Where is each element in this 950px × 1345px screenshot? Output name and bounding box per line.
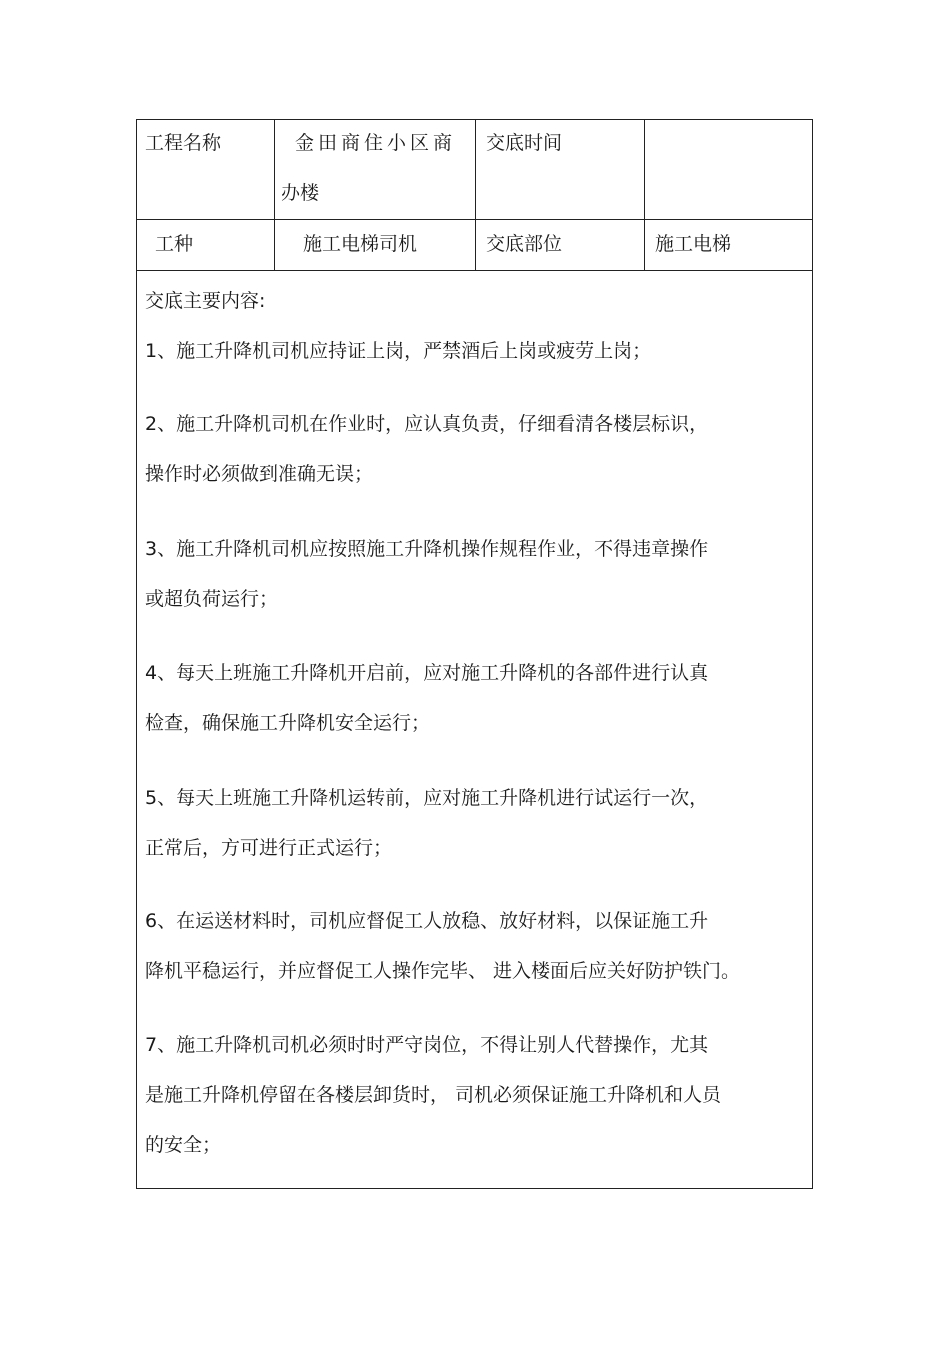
item-7-line-2: 是施工升降机停留在各楼层卸货时， 司机必须保证施工升降机和人员 bbox=[145, 1084, 722, 1106]
row-divider-2 bbox=[137, 270, 812, 271]
item-3-line-2: 或超负荷运行； bbox=[145, 588, 279, 610]
item-4-line-2: 检查，确保施工升降机安全运行； bbox=[145, 712, 431, 734]
item-3-line-1: 3、施工升降机司机应按照施工升降机操作规程作业，不得违章操作 bbox=[145, 538, 709, 560]
col-divider-3 bbox=[644, 120, 645, 270]
content-heading: 交底主要内容: bbox=[145, 290, 266, 312]
trade-value: 施工电梯司机 bbox=[303, 233, 418, 255]
item-6-line-2: 降机平稳运行，并应督促工人操作完毕、 进入楼面后应关好防护铁门。 bbox=[145, 960, 741, 982]
project-name-value-line2: 办楼 bbox=[281, 182, 320, 204]
handover-location-label: 交底部位 bbox=[486, 233, 563, 255]
project-name-label: 工程名称 bbox=[145, 132, 222, 154]
item-7-line-1: 7、施工升降机司机必须时时严守岗位，不得让别人代替操作，尤其 bbox=[145, 1034, 709, 1056]
handover-table bbox=[136, 119, 813, 1189]
col-divider-2 bbox=[475, 120, 476, 270]
handover-location-value: 施工电梯 bbox=[655, 233, 732, 255]
item-2-line-1: 2、施工升降机司机在作业时，应认真负责，仔细看清各楼层标识， bbox=[145, 413, 709, 435]
item-6-line-1: 6、在运送材料时，司机应督促工人放稳、放好材料，以保证施工升 bbox=[145, 910, 709, 932]
handover-time-label: 交底时间 bbox=[486, 132, 563, 154]
project-name-value-line1: 金田商住小区商 bbox=[295, 132, 457, 154]
item-1-line-1: 1、施工升降机司机应持证上岗，严禁酒后上岗或疲劳上岗； bbox=[145, 340, 652, 362]
item-5-line-1: 5、每天上班施工升降机运转前，应对施工升降机进行试运行一次， bbox=[145, 787, 709, 809]
item-7-line-3: 的安全； bbox=[145, 1134, 222, 1156]
item-4-line-1: 4、每天上班施工升降机开启前，应对施工升降机的各部件进行认真 bbox=[145, 662, 709, 684]
col-divider-1 bbox=[274, 120, 275, 270]
item-5-line-2: 正常后，方可进行正式运行； bbox=[145, 837, 393, 859]
trade-label: 工种 bbox=[155, 233, 194, 255]
item-2-line-2: 操作时必须做到准确无误； bbox=[145, 463, 374, 485]
